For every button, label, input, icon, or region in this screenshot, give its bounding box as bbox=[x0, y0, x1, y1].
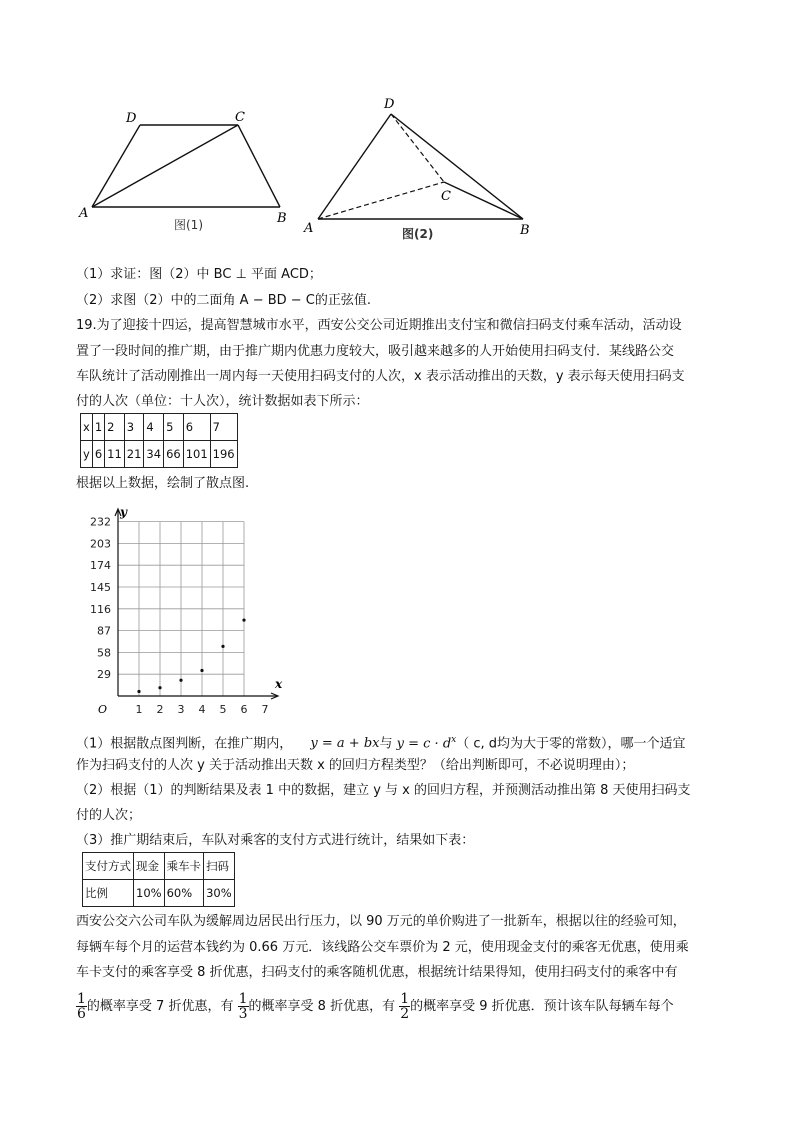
table-cell: 196 bbox=[210, 441, 237, 468]
table-header-x: x bbox=[81, 414, 93, 441]
table-cell: 扫码 bbox=[204, 853, 235, 880]
table-cell: 6 bbox=[92, 441, 104, 468]
caption-fig1: 图(1) bbox=[174, 218, 203, 232]
p19-intro-3: 车队统计了活动刚推出一周内每一天使用扫码支付的人次，x 表示活动推出的天数，y 表示每天使用扫码支 bbox=[76, 369, 685, 384]
frac2-text: 的概率享受 8 折优惠，有 bbox=[248, 999, 396, 1014]
label-C: C bbox=[441, 189, 451, 204]
model-exponent: x bbox=[451, 735, 457, 745]
table-cell: 比例 bbox=[83, 880, 134, 907]
frac1-text: 的概率享受 7 折优惠，有 bbox=[86, 999, 234, 1014]
q1-line-1 bbox=[76, 730, 686, 754]
scatter-point bbox=[137, 690, 140, 693]
label-B: B bbox=[520, 223, 530, 238]
q1-condition: （ c, d均为大于零的常数），哪一个适宜 bbox=[456, 736, 686, 752]
y-tick-label: 232 bbox=[90, 515, 111, 529]
origin-label: O bbox=[98, 703, 108, 716]
y-tick-label: 203 bbox=[90, 537, 111, 551]
table-cell: 34 bbox=[144, 441, 164, 468]
scatter-point bbox=[158, 686, 161, 689]
scatter-intro: 根据以上数据，绘制了散点图. bbox=[76, 476, 250, 491]
q2-line-2: 付的人次； bbox=[76, 808, 142, 823]
y-tick-label: 87 bbox=[97, 624, 111, 638]
label-C: C bbox=[235, 110, 245, 125]
edge-AC-dashed bbox=[318, 182, 444, 219]
table-cell: 乘车卡 bbox=[164, 853, 204, 880]
table-header-y: y bbox=[81, 441, 93, 468]
table-cell: 11 bbox=[105, 441, 125, 468]
scatter-point bbox=[200, 669, 203, 672]
scatter-point bbox=[242, 618, 245, 621]
table-row bbox=[83, 880, 235, 907]
p19-intro-4: 付的人次（单位：十人次），统计数据如表下所示： bbox=[76, 394, 369, 409]
y-tick-label: 116 bbox=[90, 602, 111, 616]
model-exponential: y = c · d bbox=[396, 736, 452, 752]
figure-2 bbox=[298, 92, 548, 247]
q1-line-2: 作为扫码支付的人次 y 关于活动推出天数 x 的回归方程类型？（给出判断即可，不必说明理由）； bbox=[76, 758, 635, 773]
table-row-x bbox=[81, 414, 238, 441]
y-tick-label: 174 bbox=[90, 559, 111, 573]
frac3-text: 的概率享受 9 折优惠．预计该车队每辆车每个 bbox=[410, 999, 674, 1014]
model-linear: y = a + bx bbox=[310, 736, 380, 752]
table-cell: 3 bbox=[124, 414, 144, 441]
tail-line-4 bbox=[76, 990, 674, 1024]
x-axis-label: x bbox=[275, 677, 283, 691]
label-D: D bbox=[384, 97, 395, 112]
x-tick-label: 1 bbox=[135, 703, 143, 716]
x-tick-label: 6 bbox=[240, 703, 248, 716]
scatter-plot bbox=[76, 500, 286, 720]
label-B: B bbox=[277, 211, 287, 226]
edge-CB bbox=[238, 125, 280, 207]
table-cell: 支付方式 bbox=[83, 853, 134, 880]
fraction-one-half: $\frac{1}{2}$ bbox=[400, 991, 410, 1022]
figure-1 bbox=[70, 100, 310, 240]
table-cell: 66 bbox=[164, 441, 184, 468]
y-axis-label: y bbox=[120, 505, 127, 519]
fraction-one-sixth: $\frac{1}{6}$ bbox=[77, 991, 86, 1022]
x-tick-label: 5 bbox=[219, 703, 227, 716]
table-cell: 10% bbox=[134, 880, 165, 907]
q1-text: （1）根据散点图判断，在推广期内， bbox=[76, 736, 293, 752]
table-cell: 60% bbox=[164, 880, 204, 907]
x-tick-label: 4 bbox=[198, 703, 206, 716]
prev-q2: （2）求图（2）中的二面角 A − BD − C的正弦值. bbox=[76, 293, 372, 308]
scatter-point bbox=[179, 679, 182, 682]
q2-line-1: （2）根据（1）的判断结果及表 1 中的数据，建立 y 与 x 的回归方程，并预测活动推出第 8 天使用扫码支 bbox=[76, 783, 691, 798]
table-cell: 7 bbox=[210, 414, 237, 441]
tail-line-2: 每辆车每个月的运营本钱约为 0.66 万元．该线路公交车票价为 2 元，使用现金支付的乘客无优惠，使用乘 bbox=[76, 940, 689, 955]
p19-intro-1: 19.为了迎接十四运，提高智慧城市水平，西安公交公司近期推出支付宝和微信扫码支付乘车活动，活动设 bbox=[76, 318, 682, 333]
label-A: A bbox=[304, 221, 314, 236]
prev-q1: （1）求证：图（2）中 BC ⊥ 平面 ACD； bbox=[76, 267, 322, 282]
table-row bbox=[83, 853, 235, 880]
edge-AC bbox=[92, 125, 238, 207]
tail-line-3: 车卡支付的乘客享受 8 折优惠，扫码支付的乘客随机优惠，根据统计结果得知，使用扫码支付的乘客中有 bbox=[76, 965, 678, 980]
y-tick-label: 29 bbox=[97, 668, 111, 682]
y-tick-label: 58 bbox=[97, 646, 111, 660]
table-cell: 21 bbox=[124, 441, 144, 468]
table-cell: 30% bbox=[204, 880, 235, 907]
x-tick-label: 7 bbox=[261, 703, 269, 716]
data-table bbox=[80, 413, 238, 468]
x-tick-label: 2 bbox=[156, 703, 164, 716]
q3-line-1: （3）推广期结束后，车队对乘客的支付方式进行统计，结果如下表： bbox=[76, 833, 475, 848]
edge-AD bbox=[92, 125, 140, 207]
x-tick-label: 3 bbox=[177, 703, 185, 716]
table-cell: 4 bbox=[144, 414, 164, 441]
tail-line-1: 西安公交六公司车队为缓解周边居民出行压力，以 90 万元的单价购进了一批新车，根据以往的经验可知， bbox=[76, 914, 686, 929]
table-row-y bbox=[81, 441, 238, 468]
q1-and: 与 bbox=[379, 736, 393, 752]
caption-fig2: 图(2) bbox=[402, 227, 434, 241]
edge-DA bbox=[318, 114, 391, 219]
label-D: D bbox=[126, 111, 137, 126]
scatter-point bbox=[221, 645, 224, 648]
edge-DB bbox=[391, 114, 523, 219]
p19-intro-2: 置了一段时间的推广期，由于推广期内优惠力度较大，吸引越来越多的人开始使用扫码支付．某线路公交 bbox=[76, 344, 675, 359]
table-cell: 5 bbox=[164, 414, 184, 441]
table-cell: 现金 bbox=[134, 853, 165, 880]
payment-table bbox=[82, 852, 235, 907]
table-cell: 1 bbox=[92, 414, 104, 441]
edge-DC-dashed bbox=[391, 114, 444, 182]
y-tick-label: 145 bbox=[90, 581, 111, 594]
fraction-one-third: $\frac{1}{3}$ bbox=[238, 991, 248, 1022]
table-cell: 2 bbox=[105, 414, 125, 441]
table-cell: 6 bbox=[183, 414, 210, 441]
table-cell: 101 bbox=[183, 441, 210, 468]
label-A: A bbox=[79, 206, 89, 221]
